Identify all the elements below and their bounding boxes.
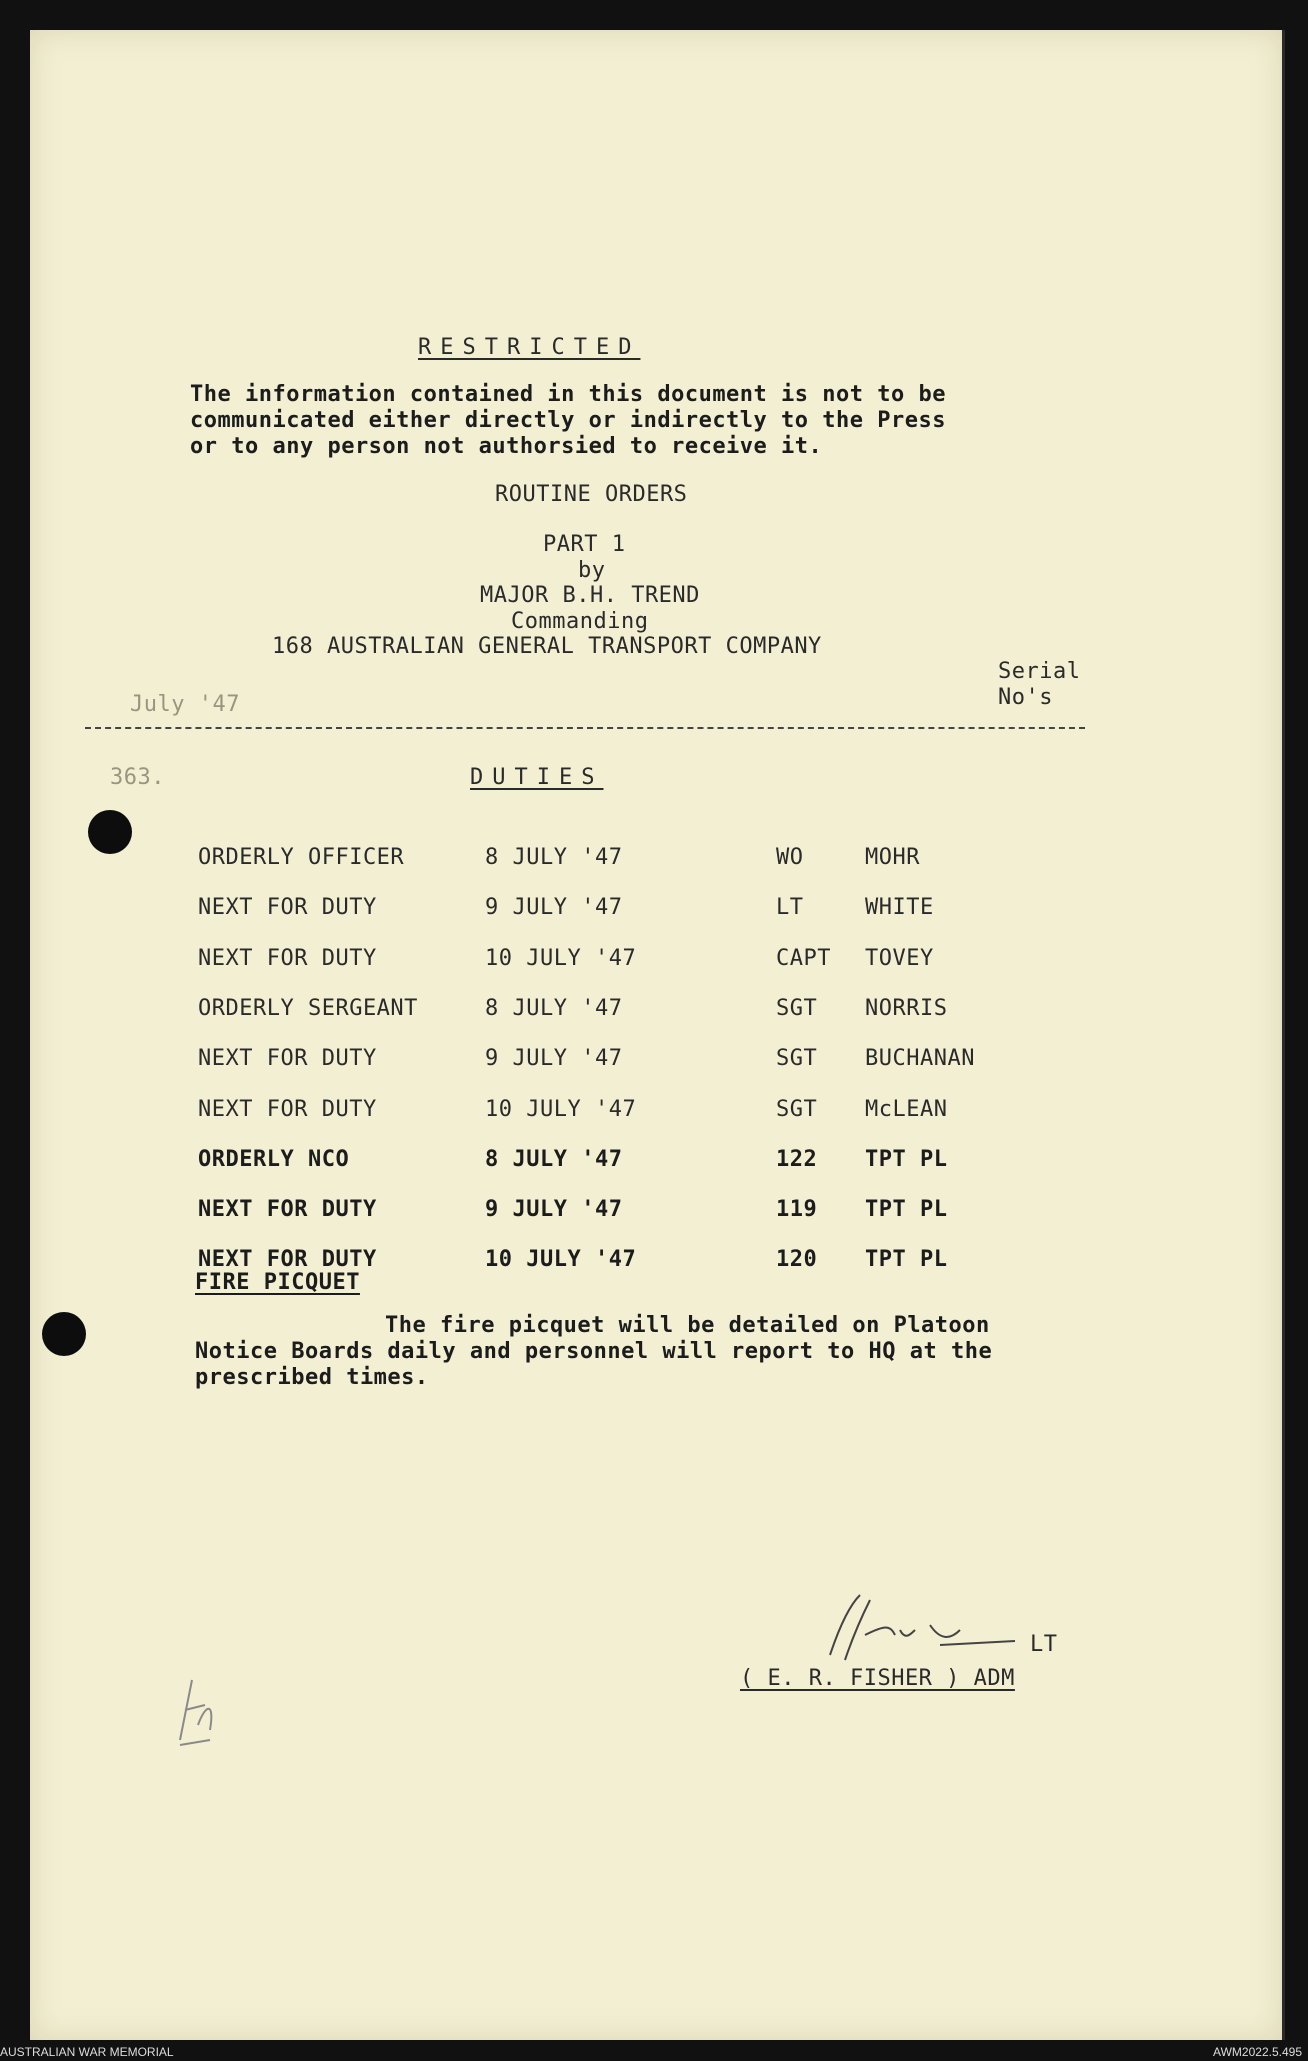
duty-date: 10 JULY '47 [485, 946, 637, 971]
unit-name: 168 AUSTRALIAN GENERAL TRANSPORT COMPANY [272, 634, 822, 659]
duty-name: NEXT FOR DUTY [198, 895, 377, 920]
footer-right: AWM2022.5.495 [1213, 2045, 1302, 2059]
duty-assignee: McLEAN [865, 1097, 948, 1122]
punch-hole [88, 810, 132, 854]
duty-assignee: WHITE [865, 895, 934, 920]
signatory-name: ( E. R. FISHER ) ADM [740, 1666, 1015, 1691]
duty-assignee: BUCHANAN [865, 1046, 975, 1071]
duty-assignee: TPT PL [865, 1197, 948, 1222]
duty-rank: WO [776, 845, 804, 870]
fire-picquet-text: prescribed times. [195, 1365, 429, 1390]
notice-line: communicated either directly or indirectly to the Press [190, 408, 946, 433]
duty-name: ORDERLY NCO [198, 1147, 350, 1172]
duty-date: 9 JULY '47 [485, 1197, 623, 1222]
duties-heading: DUTIES [470, 765, 604, 790]
duty-date: 9 JULY '47 [485, 895, 623, 920]
fire-picquet-heading: FIRE PICQUET [195, 1270, 360, 1295]
duty-rank: SGT [776, 1097, 818, 1122]
duty-rank: 120 [776, 1247, 818, 1272]
duty-rank: LT [776, 895, 804, 920]
duty-assignee: TPT PL [865, 1147, 948, 1172]
duty-name: ORDERLY OFFICER [198, 845, 405, 870]
duty-date: 10 JULY '47 [485, 1247, 637, 1272]
duty-rank: 122 [776, 1147, 818, 1172]
duty-name: NEXT FOR DUTY [198, 1247, 377, 1272]
fire-picquet-text: The fire picquet will be detailed on Platoon [385, 1313, 990, 1338]
by-label: by [578, 558, 606, 583]
commanding-officer: MAJOR B.H. TREND [480, 583, 700, 608]
duty-assignee: MOHR [865, 845, 920, 870]
handwritten-initials [170, 1670, 230, 1750]
punch-hole [42, 1312, 86, 1356]
duty-rank: SGT [776, 996, 818, 1021]
duty-name: ORDERLY SERGEANT [198, 996, 418, 1021]
duty-rank: 119 [776, 1197, 818, 1222]
duty-rank: CAPT [776, 946, 831, 971]
footer-left: AUSTRALIAN WAR MEMORIAL [0, 2045, 174, 2059]
duty-date: 8 JULY '47 [485, 1147, 623, 1172]
notice-line: or to any person not authorsied to receive it. [190, 434, 823, 459]
duty-assignee: TOVEY [865, 946, 934, 971]
notice-line: The information contained in this document is not to be [190, 382, 946, 407]
duty-date: 8 JULY '47 [485, 845, 623, 870]
duty-name: NEXT FOR DUTY [198, 946, 377, 971]
duty-date: 10 JULY '47 [485, 1097, 637, 1122]
duty-name: NEXT FOR DUTY [198, 1197, 377, 1222]
duty-assignee: TPT PL [865, 1247, 948, 1272]
document-page [30, 30, 1285, 2040]
fire-picquet-text: Notice Boards daily and personnel will report to HQ at the [195, 1339, 993, 1364]
classification-heading: RESTRICTED [418, 335, 641, 360]
handwritten-signature [810, 1585, 1040, 1675]
duty-rank: SGT [776, 1046, 818, 1071]
signature-rank: LT [1030, 1632, 1058, 1657]
duty-assignee: NORRIS [865, 996, 948, 1021]
serial-number: 363. [110, 765, 165, 790]
duty-name: NEXT FOR DUTY [198, 1097, 377, 1122]
part-number: PART 1 [543, 532, 626, 557]
duty-name: NEXT FOR DUTY [198, 1046, 377, 1071]
serial-label: Serial [998, 659, 1081, 684]
divider [85, 727, 1085, 729]
duty-date: 9 JULY '47 [485, 1046, 623, 1071]
role-label: Commanding [511, 609, 649, 634]
serial-label: No's [998, 685, 1053, 710]
order-date: July '47 [130, 692, 240, 717]
duty-date: 8 JULY '47 [485, 996, 623, 1021]
orders-title: ROUTINE ORDERS [495, 482, 688, 507]
